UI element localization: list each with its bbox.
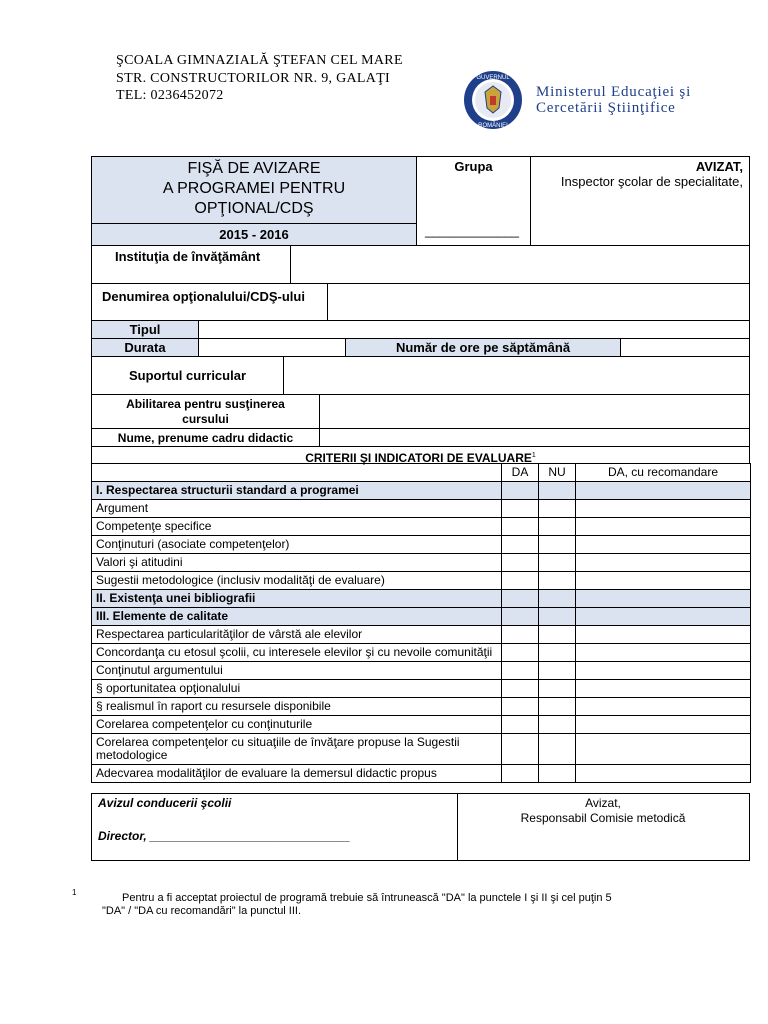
duration-field[interactable] (198, 338, 346, 357)
optional-name-field[interactable] (327, 283, 750, 321)
criteria-row (92, 765, 751, 783)
criteria-label: Sugestii metodologice (inclusiv modalităţi de evaluare) (92, 572, 502, 590)
seal-top-text: GUVERNUL (476, 75, 510, 81)
hours-label: Număr de ore pe săptămână (345, 338, 621, 357)
criteria-cell-rec[interactable] (576, 590, 751, 608)
criteria-row (92, 518, 751, 536)
school-header (116, 52, 403, 105)
criteria-cell-rec[interactable] (576, 626, 751, 644)
footnote-line2: "DA" / "DA cu recomandări" la punctul III. (102, 905, 302, 917)
seal-bottom-text: ROMÂNIEI (478, 123, 508, 129)
criteria-label: Valori şi atitudini (92, 554, 502, 572)
avizat-label: AVIZAT, (695, 159, 743, 174)
criteria-cell-da[interactable] (502, 500, 539, 518)
ministry-logo (460, 70, 730, 130)
criteria-row (92, 734, 751, 765)
col-recommendation: DA, cu recomandare (576, 464, 751, 482)
criteria-section-row (92, 608, 751, 626)
criteria-cell-nu[interactable] (539, 518, 576, 536)
criteria-cell-da[interactable] (502, 554, 539, 572)
school-opinion-cell (92, 794, 458, 860)
criteria-label: Argument (92, 500, 502, 518)
criteria-cell-da[interactable] (502, 734, 539, 765)
criteria-cell-da[interactable] (502, 680, 539, 698)
criteria-cell-nu[interactable] (539, 554, 576, 572)
form-header (91, 156, 750, 465)
methodic-commission-cell (457, 794, 749, 860)
inspector-label: Inspector şcolar de specialitate, (560, 174, 743, 189)
teacher-label: Nume, prenume cadru didactic (91, 428, 320, 447)
criteria-title: CRITERII ŞI INDICATORI DE EVALUARE$^1$ (91, 446, 750, 464)
ministry-name-line2: Cercetării Ştiinţifice (536, 100, 676, 116)
criteria-cell-nu[interactable] (539, 662, 576, 680)
criteria-cell-da[interactable] (502, 765, 539, 783)
criteria-cell-nu[interactable] (539, 500, 576, 518)
criteria-cell-da[interactable] (502, 536, 539, 554)
criteria-cell-rec[interactable] (576, 500, 751, 518)
criteria-row (92, 698, 751, 716)
support-label: Suportul curricular (91, 356, 284, 395)
criteria-cell-rec[interactable] (576, 662, 751, 680)
criteria-row (92, 680, 751, 698)
criteria-cell-nu[interactable] (539, 626, 576, 644)
criteria-cell-nu[interactable] (539, 765, 576, 783)
responsible-label: Responsabil Comisie metodică (520, 811, 686, 825)
criteria-cell-da[interactable] (502, 626, 539, 644)
criteria-header-row (92, 464, 751, 482)
criteria-label: Conţinutul argumentului (92, 662, 502, 680)
criteria-cell-rec[interactable] (576, 716, 751, 734)
criteria-row (92, 500, 751, 518)
institution-field[interactable] (290, 245, 750, 284)
col-nu: NU (539, 464, 576, 482)
teacher-field[interactable] (319, 428, 750, 447)
criteria-label: Corelarea competenţelor cu situaţiile de învăţare propuse la Sugestii metodologice (92, 734, 502, 765)
criteria-cell-rec[interactable] (576, 765, 751, 783)
criteria-row (92, 536, 751, 554)
school-phone: TEL: 0236452072 (116, 88, 224, 103)
criteria-cell-nu[interactable] (539, 698, 576, 716)
school-address: STR. CONSTRUCTORILOR NR. 9, GALAŢI (116, 70, 391, 86)
type-field[interactable] (198, 320, 750, 339)
criteria-cell-da[interactable] (502, 716, 539, 734)
criteria-cell-nu[interactable] (539, 644, 576, 662)
criteria-cell-nu[interactable] (539, 482, 576, 500)
criteria-cell-da[interactable] (502, 698, 539, 716)
criteria-cell-da[interactable] (502, 518, 539, 536)
criteria-cell-rec[interactable] (576, 518, 751, 536)
criteria-cell-da[interactable] (502, 608, 539, 626)
col-da: DA (502, 464, 539, 482)
criteria-cell-nu[interactable] (539, 572, 576, 590)
ministry-seal-icon (460, 70, 730, 130)
criteria-cell-rec[interactable] (576, 608, 751, 626)
duration-label: Durata (91, 338, 199, 357)
criteria-section-row (92, 482, 751, 500)
criteria-cell-da[interactable] (502, 644, 539, 662)
criteria-label: Conţinuturi (asociate competenţelor) (92, 536, 502, 554)
criteria-cell-da[interactable] (502, 482, 539, 500)
criteria-cell-nu[interactable] (539, 734, 576, 765)
criteria-cell-rec[interactable] (576, 698, 751, 716)
criteria-table (91, 463, 751, 783)
criteria-row (92, 572, 751, 590)
criteria-cell-nu[interactable] (539, 608, 576, 626)
hours-field[interactable] (620, 338, 750, 357)
criteria-cell-nu[interactable] (539, 716, 576, 734)
criteria-cell-rec[interactable] (576, 572, 751, 590)
group-field[interactable]: _____________ (425, 223, 519, 238)
criteria-label: Concordanţa cu etosul şcolii, cu interesele elevilor şi cu nevoile comunităţii (92, 644, 502, 662)
school-name: ŞCOALA GIMNAZIALĂ ŞTEFAN CEL MARE (116, 53, 403, 68)
criteria-cell-da[interactable] (502, 590, 539, 608)
criteria-label: Adecvarea modalităţilor de evaluare la demersul didactic propus (92, 765, 502, 783)
criteria-cell-da[interactable] (502, 572, 539, 590)
criteria-section-row (92, 590, 751, 608)
qualification-field[interactable] (319, 394, 750, 429)
criteria-label: Respectarea particularităţilor de vârstă ale elevilor (92, 626, 502, 644)
criteria-label: I. Respectarea structurii standard a programei (92, 482, 502, 500)
criteria-cell-nu[interactable] (539, 680, 576, 698)
criteria-cell-rec[interactable] (576, 554, 751, 572)
criteria-label: III. Elemente de calitate (92, 608, 502, 626)
criteria-row (92, 644, 751, 662)
criteria-cell-rec[interactable] (576, 644, 751, 662)
criteria-cell-da[interactable] (502, 662, 539, 680)
institution-label: Instituţia de învăţământ (91, 245, 291, 284)
school-opinion-label: Avizul conducerii şcolii (98, 796, 232, 810)
criteria-cell-rec[interactable] (576, 680, 751, 698)
criteria-label: Corelarea competenţelor cu conţinuturile (92, 716, 502, 734)
qualification-label: Abilitarea pentru susţinerea cursului (91, 394, 320, 429)
support-field[interactable] (283, 356, 750, 395)
school-year: 2015 - 2016 (91, 223, 417, 246)
criteria-row (92, 626, 751, 644)
avizat-cell (530, 156, 750, 246)
criteria-cell-nu[interactable] (539, 536, 576, 554)
optional-name-label: Denumirea opţionalului/CDŞ-ului (91, 283, 328, 321)
criteria-cell-rec[interactable] (576, 734, 751, 765)
type-label: Tipul (91, 320, 199, 339)
director-line[interactable]: Director, ______________________________ (98, 829, 351, 843)
criteria-label: § realismul în raport cu resursele disponibile (92, 698, 502, 716)
signature-block (91, 793, 750, 861)
criteria-row (92, 716, 751, 734)
form-title: FIŞĂ DE AVIZARE A PROGRAMEI PENTRU OPŢIONAL/CDŞ (91, 156, 417, 224)
criteria-label: Competenţe specifice (92, 518, 502, 536)
criteria-label: § oportunitatea opţionalului (92, 680, 502, 698)
criteria-row (92, 554, 751, 572)
criteria-row (92, 662, 751, 680)
criteria-cell-nu[interactable] (539, 590, 576, 608)
footnote-line1: Pentru a fi acceptat proiectul de programă trebuie să întrunească "DA" la punctele I şi II şi cel puţin 5 (122, 892, 612, 904)
group-label: Grupa (454, 159, 493, 174)
criteria-cell-rec[interactable] (576, 482, 751, 500)
footnote-mark: 1 (72, 888, 77, 897)
criteria-label: II. Existenţa unei bibliografii (92, 590, 502, 608)
avizat-footer-label: Avizat, (585, 796, 621, 810)
criteria-cell-rec[interactable] (576, 536, 751, 554)
ministry-name-line1: Ministerul Educaţiei şi (536, 84, 692, 100)
group-cell (416, 156, 531, 246)
